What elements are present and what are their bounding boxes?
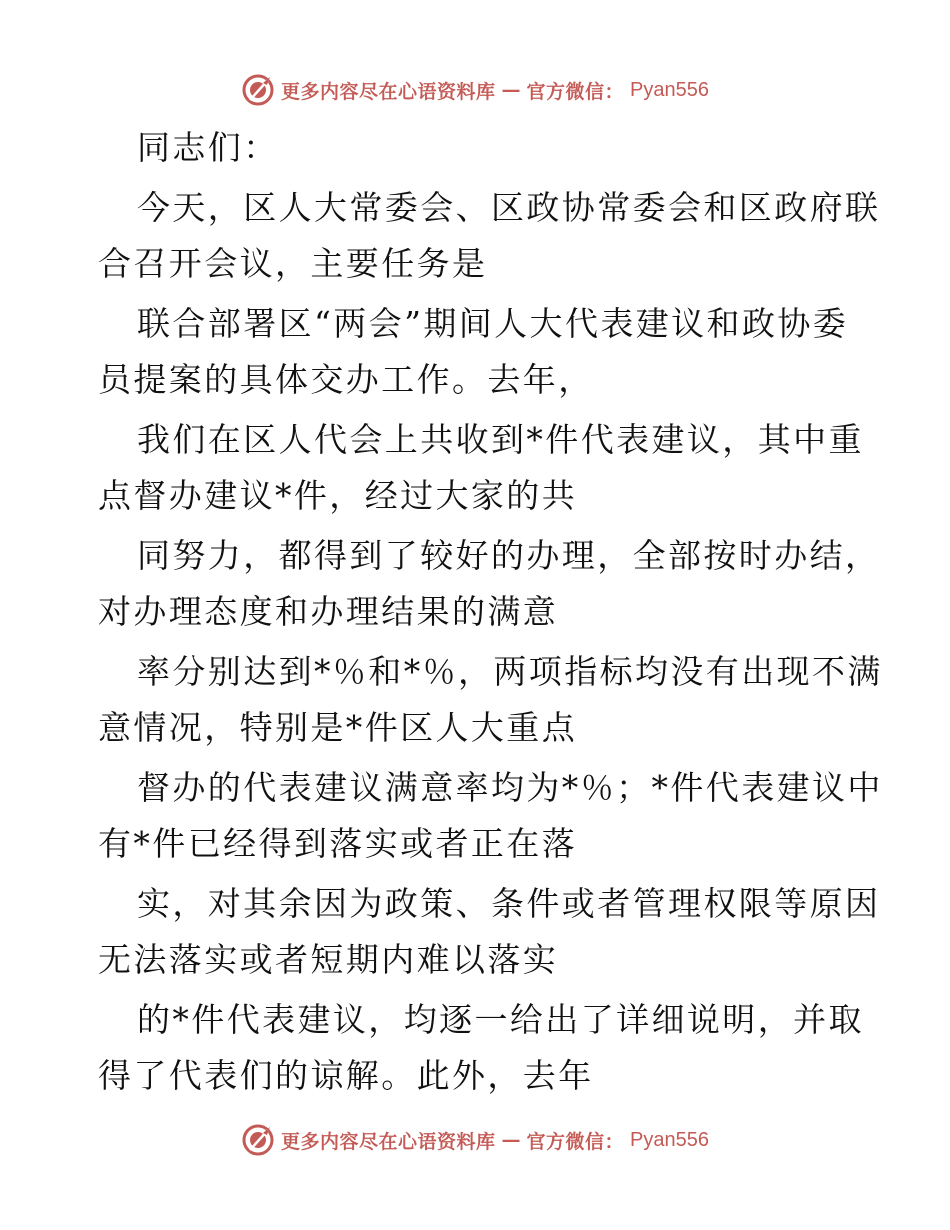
- watermark-wechat-id: Pyan556: [630, 1128, 709, 1151]
- quill-seal-icon: [241, 73, 275, 107]
- quill-seal-icon: [241, 1123, 275, 1157]
- paragraph-line: 得了代表们的谅解。此外，去年: [98, 1056, 594, 1095]
- paragraph-line: 联合部署区“两会”期间人大代表建议和政协委: [137, 304, 849, 343]
- salutation: 同志们：: [137, 128, 279, 167]
- paragraph-line: 意情况，特别是*件区人大重点: [98, 708, 578, 747]
- paragraph-line: 我们在区人代会上共收到*件代表建议，其中重: [137, 420, 864, 459]
- paragraph-line: 点督办建议*件，经过大家的共: [98, 476, 578, 515]
- watermark-text: 更多内容尽在心语资料库: [281, 80, 496, 103]
- watermark-wechat-label: 官方微信：: [526, 1130, 625, 1153]
- watermark-dash: —: [501, 79, 521, 101]
- paragraph-line: 有*件已经得到落实或者正在落: [98, 824, 578, 863]
- watermark-wechat-label: 官方微信：: [526, 80, 625, 103]
- paragraph-line: 对办理态度和办理结果的满意: [98, 592, 559, 631]
- paragraph-line: 实，对其余因为政策、条件或者管理权限等原因: [137, 884, 881, 923]
- watermark-wechat-id: Pyan556: [630, 78, 709, 101]
- paragraph-line: 今天，区人大常委会、区政协常委会和区政府联: [137, 188, 881, 227]
- watermark-dash: —: [501, 1129, 521, 1151]
- paragraph-line: 无法落实或者短期内难以落实: [98, 940, 559, 979]
- footer-watermark: [0, 1120, 950, 1160]
- paragraph-line: 同努力，都得到了较好的办理，全部按时办结，: [137, 536, 881, 575]
- paragraph-line: 的*件代表建议，均逐一给出了详细说明，并取: [137, 1000, 864, 1039]
- paragraph-line: 率分别达到*％和*％，两项指标均没有出现不满: [137, 652, 883, 691]
- paragraph-line: 督办的代表建议满意率均为*％；*件代表建议中: [137, 768, 883, 807]
- watermark-text: 更多内容尽在心语资料库: [281, 1130, 496, 1153]
- paragraph-line: 合召开会议，主要任务是: [98, 244, 488, 283]
- header-watermark: [0, 70, 950, 110]
- paragraph-line: 员提案的具体交办工作。去年，: [98, 360, 594, 399]
